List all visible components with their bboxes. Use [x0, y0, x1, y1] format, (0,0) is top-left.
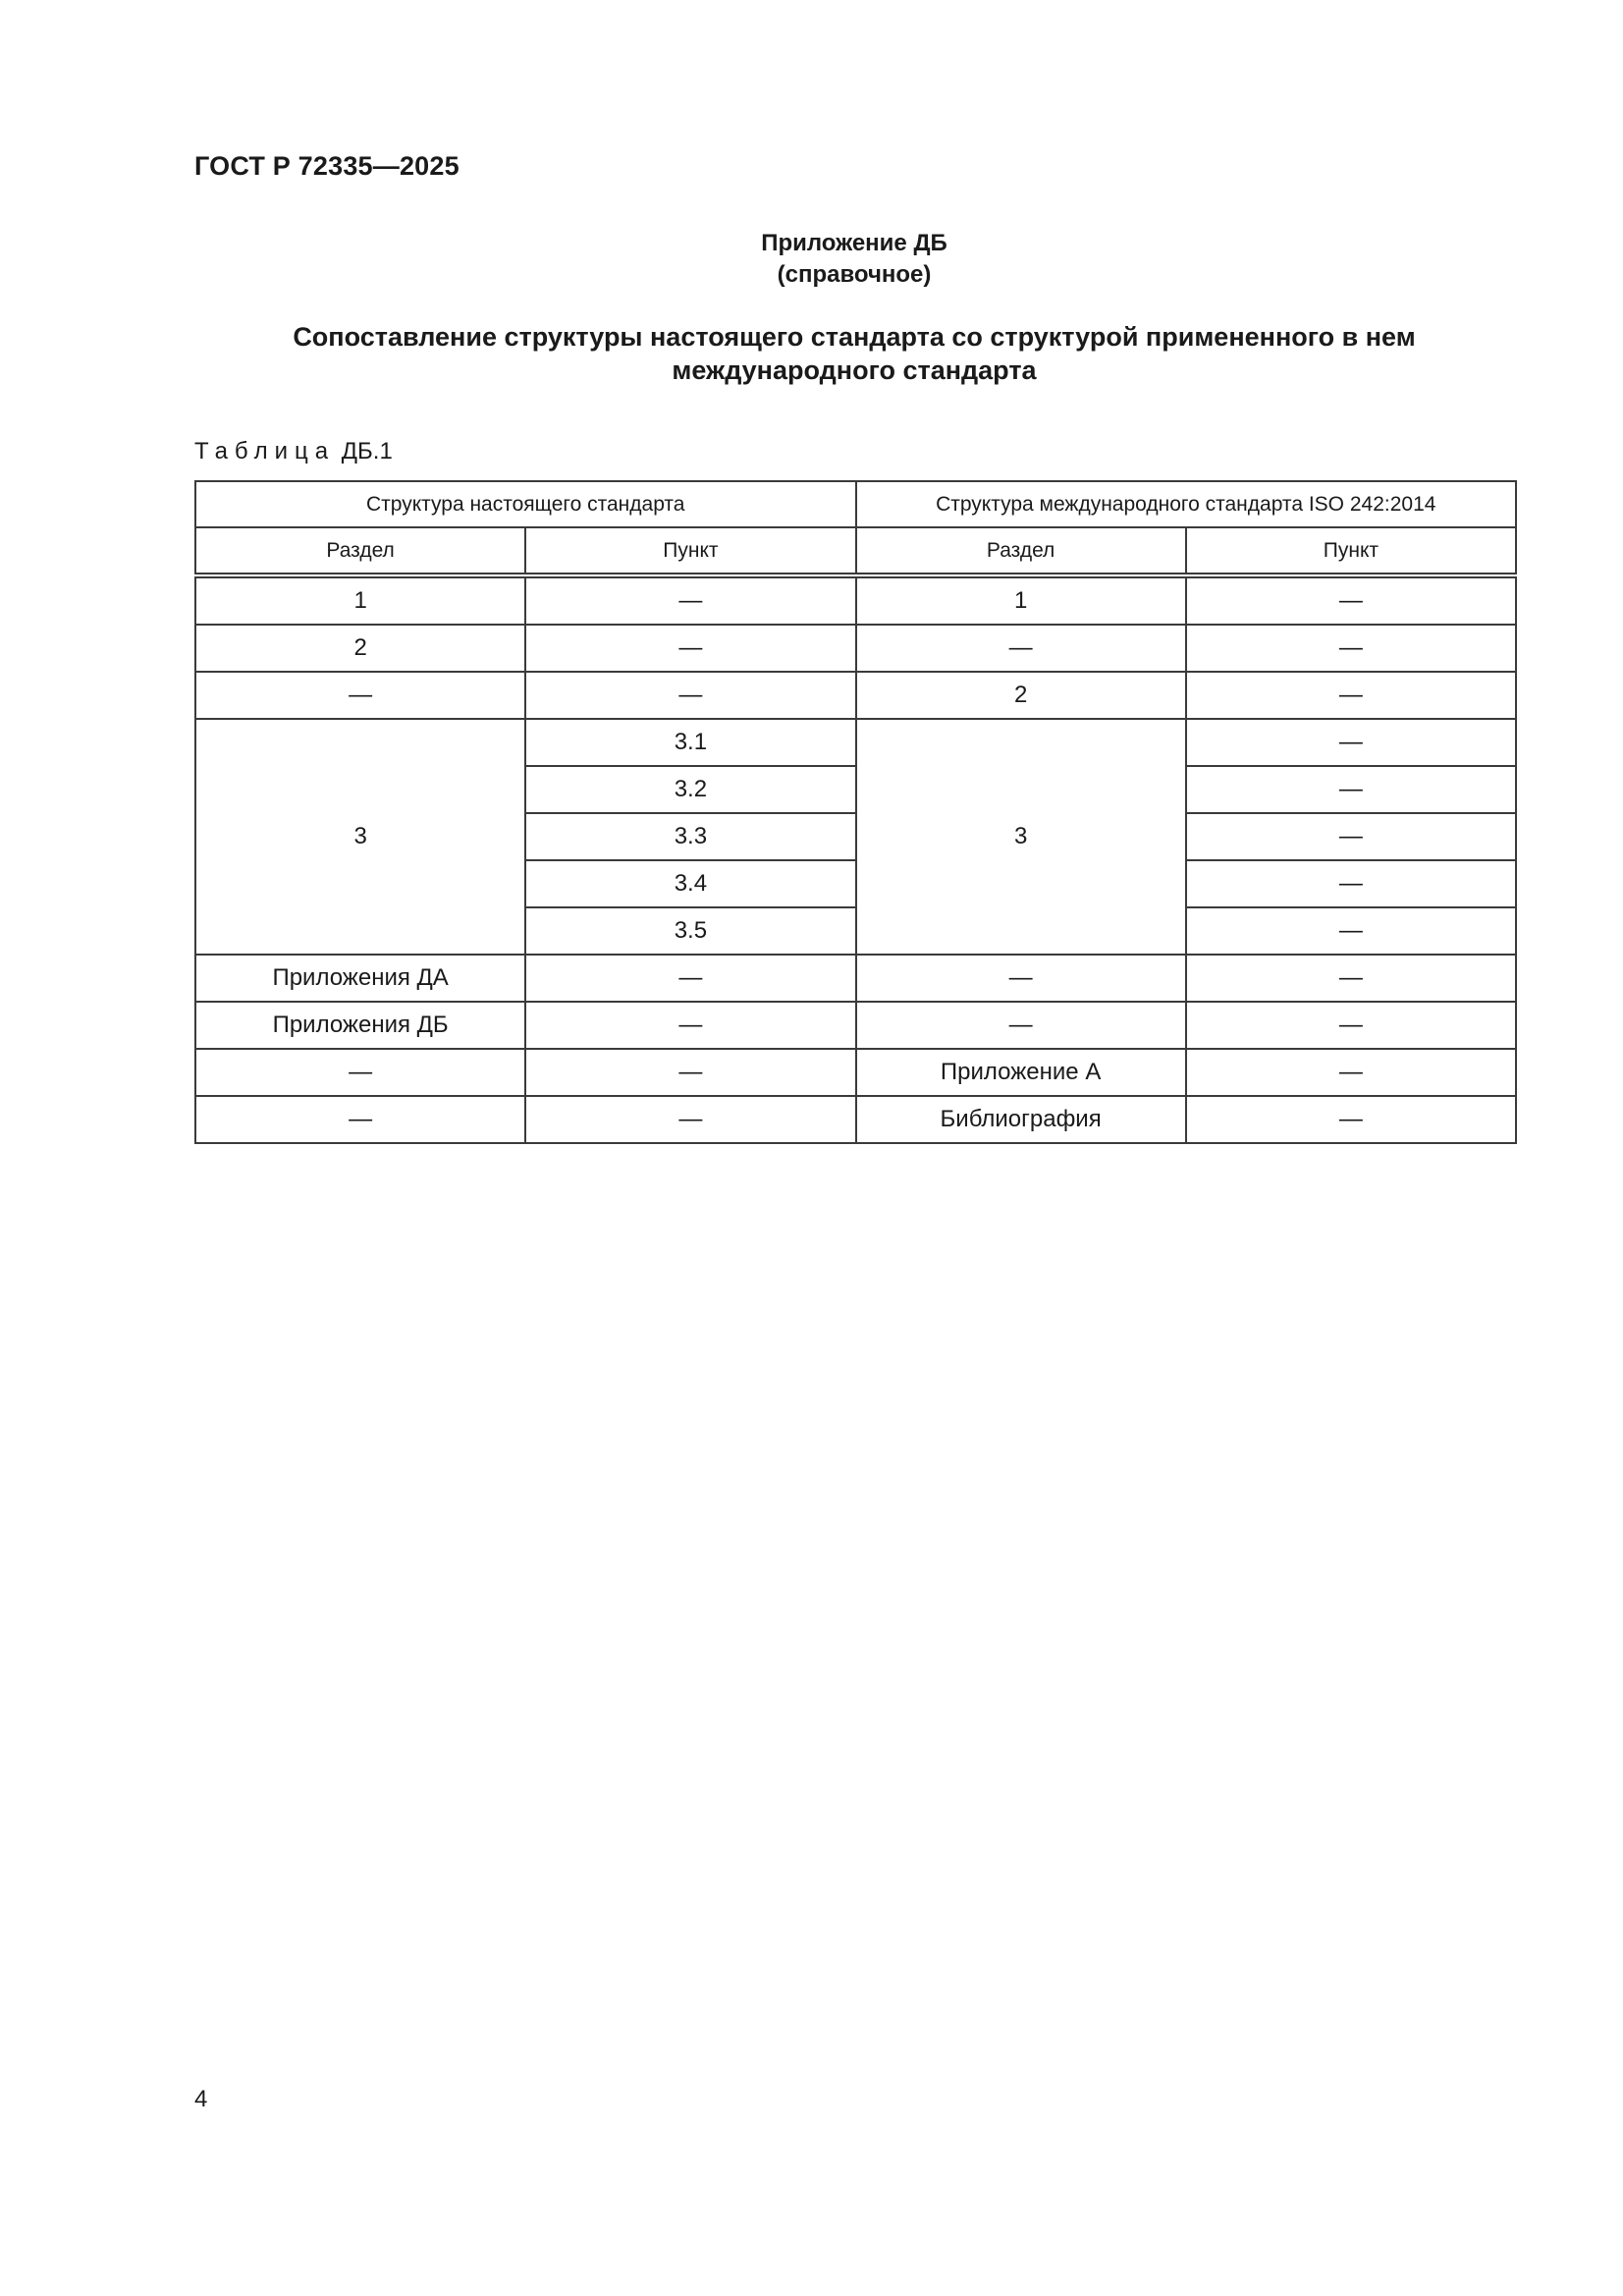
table-cell: — — [525, 1002, 855, 1049]
table-cell: 1 — [195, 575, 525, 625]
clause-cell: 3.4 — [525, 860, 855, 907]
table-row — [195, 1096, 1516, 1143]
table-cell: 2 — [195, 625, 525, 672]
table-cell: — — [1186, 955, 1516, 1002]
table-row — [195, 625, 1516, 672]
table-cell: — — [195, 1096, 525, 1143]
intl-clause-cell: — — [1186, 907, 1516, 955]
clause-cell: 3.2 — [525, 766, 855, 813]
table-cell: Приложение А — [856, 1049, 1186, 1096]
table-cell: — — [1186, 625, 1516, 672]
table-cell: — — [1186, 1002, 1516, 1049]
table-cell: — — [525, 672, 855, 719]
main-title-line-2: международного стандарта — [672, 355, 1037, 385]
sub-header-section: Раздел — [195, 527, 525, 575]
clause-cell: 3.1 — [525, 719, 855, 766]
merged-section-cell: 3 — [195, 719, 525, 955]
intl-clause-cell: — — [1186, 719, 1516, 766]
table-caption — [194, 438, 393, 465]
intl-clause-cell: — — [1186, 813, 1516, 860]
table-cell: — — [525, 1049, 855, 1096]
table-cell: — — [1186, 575, 1516, 625]
table-cell: — — [1186, 672, 1516, 719]
group-header-international: Структура международного стандарта ISO 242:2014 — [856, 481, 1517, 527]
table-group-header-row — [195, 481, 1516, 527]
clause-cell: 3.5 — [525, 907, 855, 955]
intl-clause-cell: — — [1186, 860, 1516, 907]
clause-cell: 3.3 — [525, 813, 855, 860]
appendix-heading — [0, 228, 1623, 291]
main-title-line-1: Сопоставление структуры настоящего стандарта со структурой примененного в нем — [293, 322, 1416, 352]
sub-header-intl-clause: Пункт — [1186, 527, 1516, 575]
table-cell: Библиография — [856, 1096, 1186, 1143]
table-cell: — — [525, 625, 855, 672]
table-cell: — — [195, 1049, 525, 1096]
table-row — [195, 719, 1516, 766]
table-cell: — — [1186, 1096, 1516, 1143]
page-number: 4 — [194, 2086, 208, 2112]
table-cell: — — [525, 955, 855, 1002]
table-row — [195, 575, 1516, 625]
table-cell: — — [856, 625, 1186, 672]
document-code: ГОСТ Р 72335—2025 — [194, 151, 460, 181]
sub-header-clause: Пункт — [525, 527, 855, 575]
table-row — [195, 955, 1516, 1002]
table-caption-number: ДБ.1 — [341, 438, 393, 465]
merged-intl-section-cell: 3 — [856, 719, 1186, 955]
structure-comparison-table — [194, 480, 1517, 1144]
table-row — [195, 1049, 1516, 1096]
sub-header-intl-section: Раздел — [856, 527, 1186, 575]
table-cell: — — [195, 672, 525, 719]
table-row — [195, 1002, 1516, 1049]
table-cell: Приложения ДА — [195, 955, 525, 1002]
table-cell: — — [1186, 1049, 1516, 1096]
main-title — [226, 320, 1483, 387]
table-cell: — — [525, 575, 855, 625]
table-cell: — — [856, 1002, 1186, 1049]
group-header-national: Структура настоящего стандарта — [195, 481, 856, 527]
table-cell: — — [525, 1096, 855, 1143]
appendix-title: Приложение ДБ — [761, 230, 947, 256]
table-caption-word: Таблица — [194, 438, 336, 465]
table-sub-header-row — [195, 527, 1516, 575]
table-cell: — — [856, 955, 1186, 1002]
table-row — [195, 672, 1516, 719]
table-cell: 1 — [856, 575, 1186, 625]
table-cell: Приложения ДБ — [195, 1002, 525, 1049]
table-cell: 2 — [856, 672, 1186, 719]
intl-clause-cell: — — [1186, 766, 1516, 813]
appendix-subtitle: (справочное) — [777, 261, 932, 288]
